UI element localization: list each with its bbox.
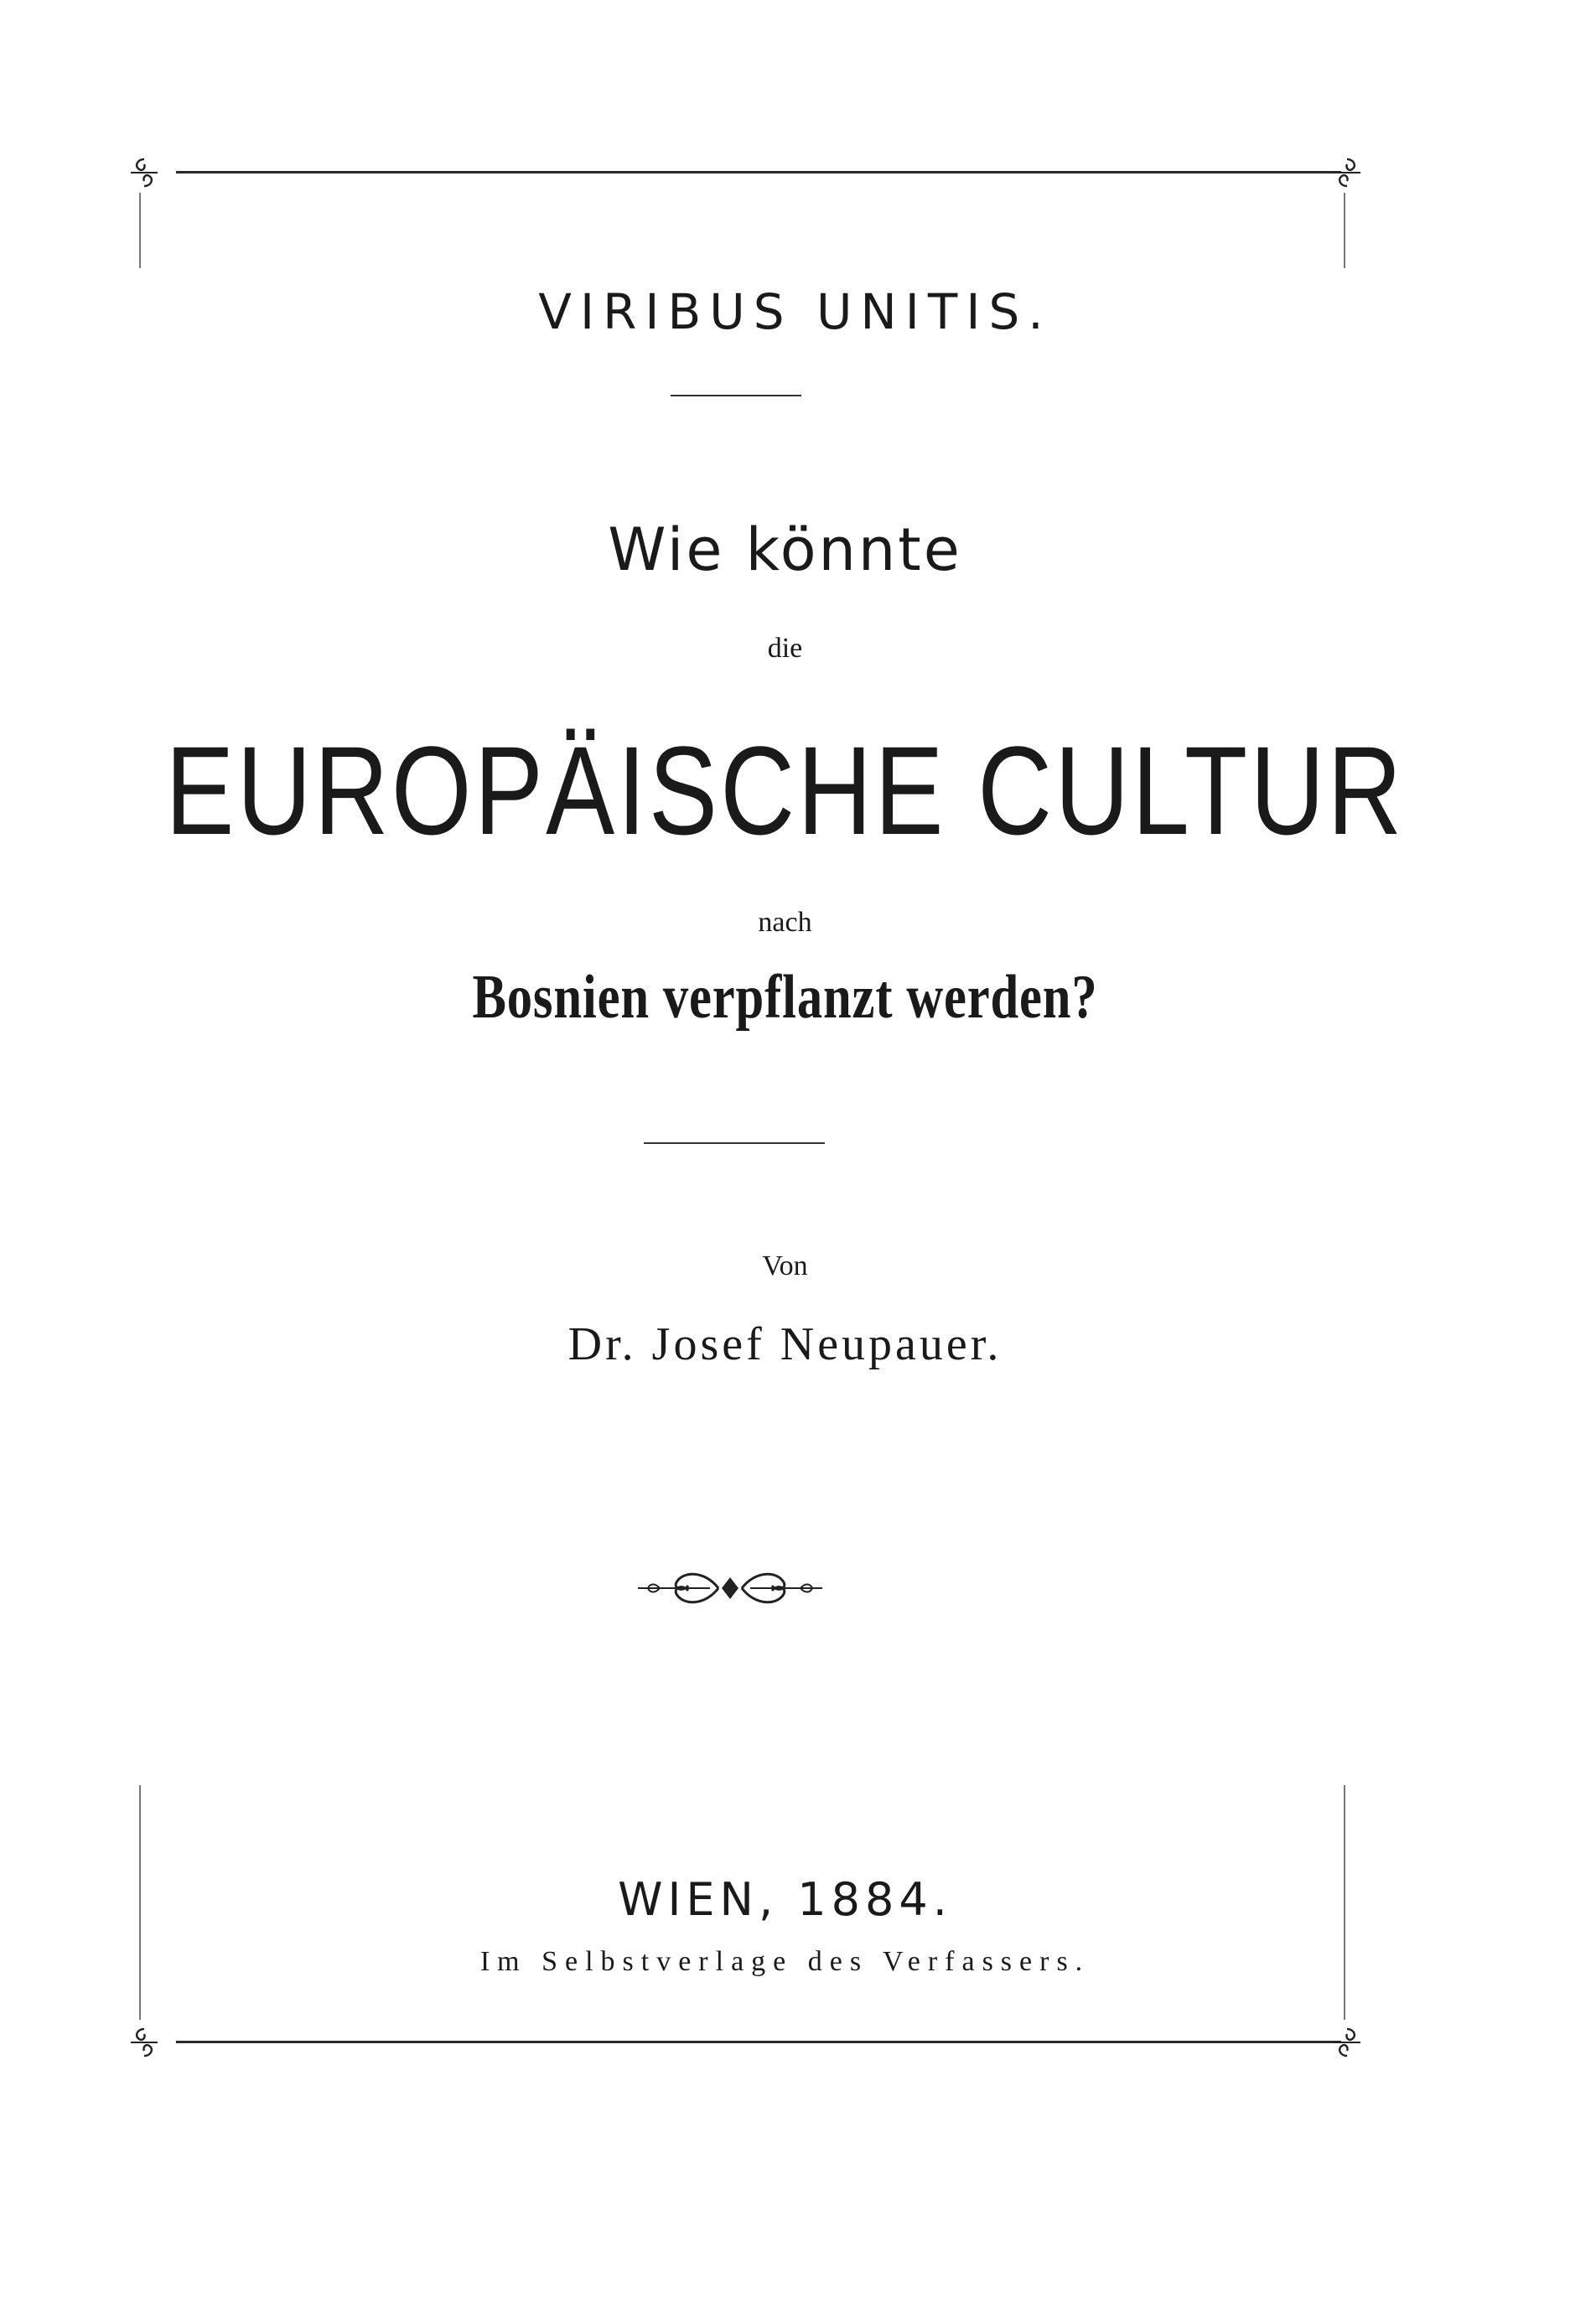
border-bottom-rule: [176, 2041, 1341, 2043]
border-right-top-rule: [1344, 193, 1345, 268]
connector-die: die: [767, 633, 803, 664]
main-title: EUROPÄISCHE CULTUR: [165, 720, 1405, 861]
motto: VIRIBUS UNITIS.: [538, 283, 1052, 340]
author-name: Dr. Josef Neupauer.: [567, 1318, 1003, 1370]
border-left-top-rule: [139, 193, 141, 268]
scroll-vignette-icon: [635, 1559, 826, 1617]
title-question: Bosnien verpflanzt werden?: [472, 963, 1098, 1032]
subtitle: Wie könnte: [608, 515, 962, 584]
border-top-rule: [176, 171, 1341, 173]
divider-rule: [644, 1142, 825, 1144]
connector-nach: nach: [758, 907, 812, 938]
publisher-line: Im Selbstverlage des Verfassers.: [479, 1946, 1091, 1977]
by-label: Von: [762, 1250, 808, 1281]
place-year: WIEN, 1884.: [618, 1873, 952, 1926]
fleuron-corner-icon: [1329, 154, 1365, 191]
fleuron-corner-icon: [126, 154, 163, 191]
fleuron-corner-icon: [1329, 2024, 1365, 2061]
divider-rule: [671, 395, 801, 396]
fleuron-corner-icon: [126, 2024, 163, 2061]
